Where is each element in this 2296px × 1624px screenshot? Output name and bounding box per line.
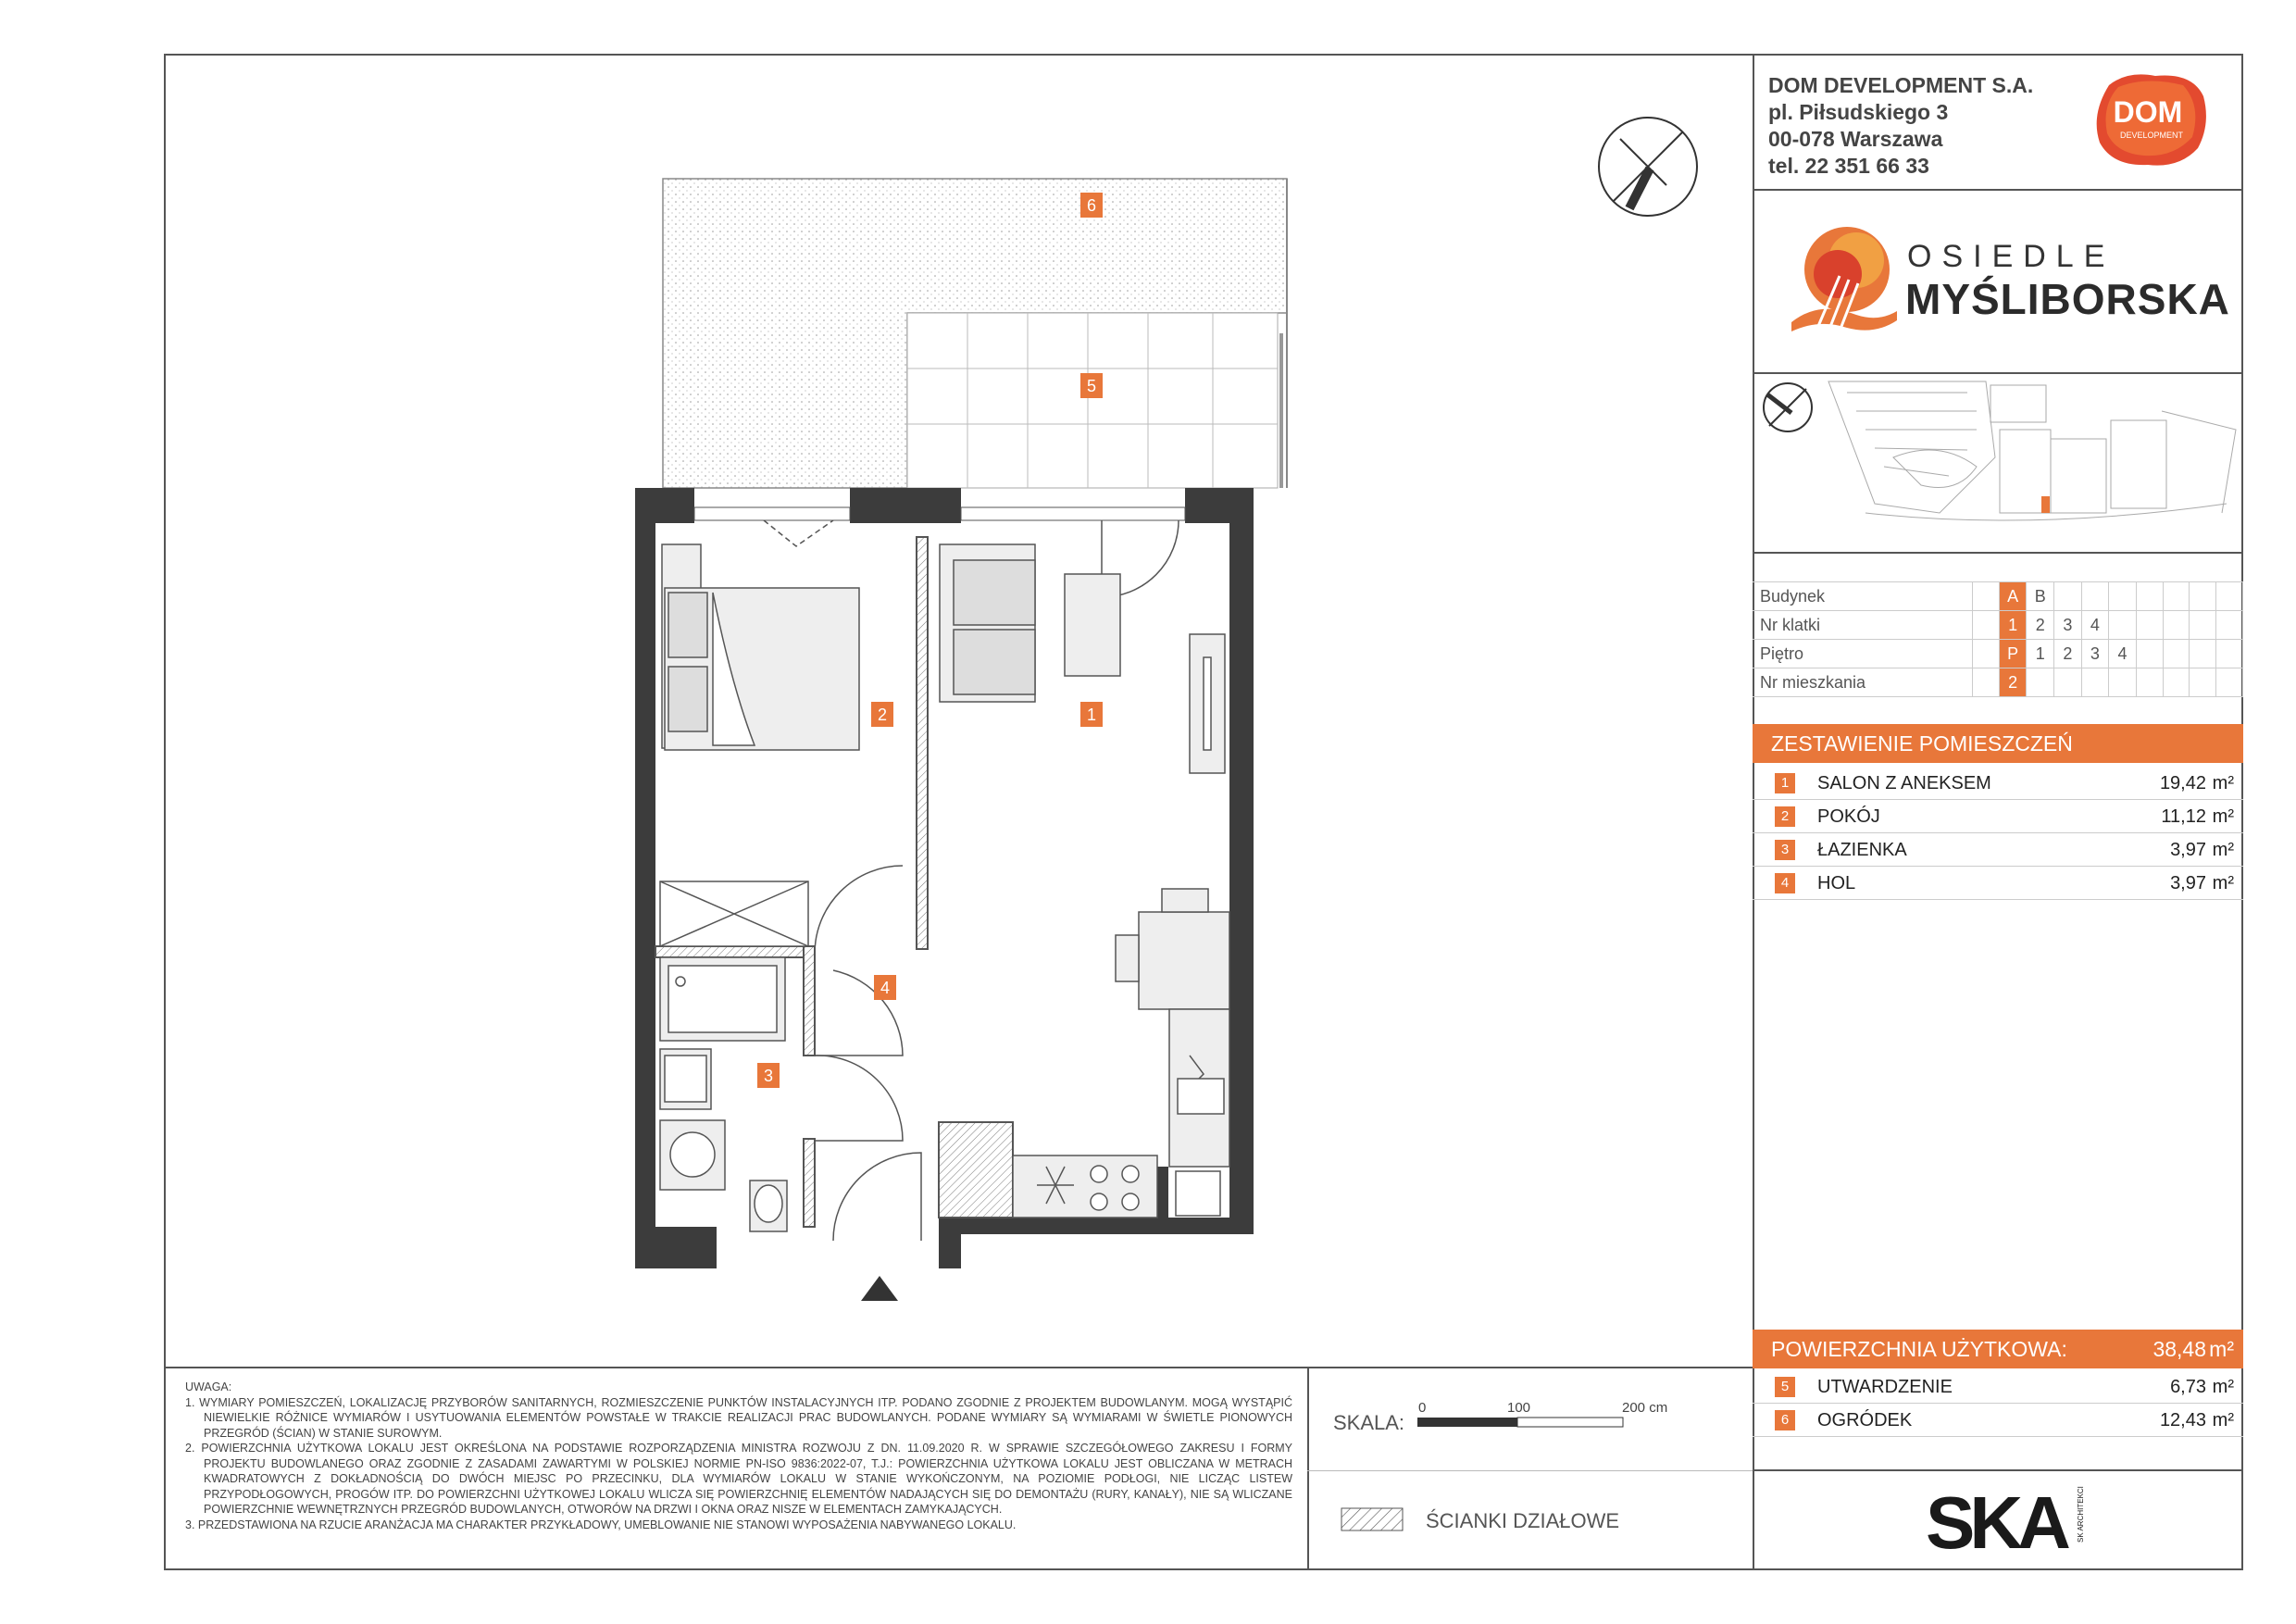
sofa	[940, 544, 1035, 702]
location-cell	[2163, 611, 2190, 640]
location-cell	[2190, 582, 2216, 611]
dom-logo-subtext: DEVELOPMENT	[2119, 131, 2184, 140]
room-row	[1753, 833, 2243, 867]
total-area-unit: m²	[2209, 1337, 2234, 1361]
location-row-label: Piętro	[1753, 640, 1973, 668]
ska-architect-logo	[1926, 1478, 2092, 1561]
room-row	[1753, 800, 2243, 833]
bathroom-fixtures	[660, 957, 787, 1231]
project-name-line1: OSIEDLE	[1907, 239, 2115, 274]
room-area: 6,73	[2170, 1377, 2206, 1397]
location-cell	[2190, 611, 2216, 640]
room-tag-6-text: 6	[1086, 196, 1097, 215]
room-area: 12,43	[2159, 1410, 2206, 1430]
dom-logo-text: DOM	[2113, 95, 2183, 129]
location-cell	[2027, 668, 2054, 697]
coffee-table	[1065, 574, 1120, 676]
location-row	[1753, 582, 2243, 611]
location-cell	[2216, 611, 2243, 640]
room-tag-1	[1080, 702, 1103, 727]
room-area: 3,97	[2170, 840, 2206, 860]
scale-label: SKALA:	[1333, 1411, 1405, 1434]
location-cell: 4	[2109, 640, 2137, 668]
location-cell: 3	[2054, 611, 2082, 640]
scale-tick-100: 100	[1507, 1400, 1531, 1416]
room-unit: m²	[2212, 1377, 2234, 1397]
terrace-area	[907, 313, 1283, 488]
room-tag-1-text: 1	[1086, 706, 1097, 724]
company-name: DOM DEVELOPMENT S.A.	[1768, 73, 2034, 97]
note-2: 2. POWIERZCHNIA UŻYTKOWA LOKALU JEST OKREŚLONA NA PODSTAWIE ROZPORZĄDZENIA MINISTRA ROZWOJU Z DN. 11.09.2020 R. W SPRAWIE SZCZEGÓŁOWEGO ZAKRESU I FORMY PROJEKTU BUDOWLANEGO ORAZ ZGODNIE Z ZASADAMI ZAWARTYMI W POLSKIEJ NORMIE PN-ISO 9836:2022-07, T.J.: POWIERZCHNIA UŻYTKOWA LOKALU JEST OBLICZANA W METRACH KWADRATOWYCH Z DOKŁADNOŚCIĄ DO DWÓCH MIEJSC PO PRZECINKU, DLA WYMIARÓW LOKALU W STANIE WYKOŃCZONYM, NA POZIOMIE PODŁOGI, NIE LICZĄC LISTEW PRZYPODŁOGOWYCH, PROGÓW ITP. DO POWIERZCHNI UŻYTKOWEJ LOKALU WLICZA SIĘ POWIERZCHNIĘ ELEMENTÓW NADAJĄCYCH SIĘ DO DEMONTAŻU (RURY, KANAŁY), NIE SĄ WLICZANE POWIERZCHNIE WEWNĘTRZNYCH PRZEGRÓD BUDOWLANYCH, OTWORÓW NA DRZWI I OKNA ORAZ NISZE W ELEMENTACH ZAMYKAJĄCYCH.	[185, 1442, 1292, 1516]
location-cell	[2163, 640, 2190, 668]
location-cell	[2109, 611, 2137, 640]
room-tag-2	[871, 702, 893, 727]
location-cell	[2190, 668, 2216, 697]
room-unit: m²	[2212, 806, 2234, 827]
room-tag-5	[1080, 373, 1103, 398]
location-cell: B	[2027, 582, 2054, 611]
location-cell: A	[1999, 582, 2027, 611]
company-phone: tel. 22 351 66 33	[1768, 154, 1929, 178]
room-tag-4-text: 4	[880, 979, 891, 997]
room-num: 3	[1775, 840, 1795, 860]
note-3: 3. PRZEDSTAWIONA NA RZUCIE ARANŻACJA MA CHARAKTER PRZYKŁADOWY, UMEBLOWANIE NIE STANOWI WYPOSAŻENIA NABYWANEGO LOKALU.	[185, 1518, 1017, 1531]
location-row	[1753, 611, 2243, 640]
location-spacer	[1973, 668, 2000, 697]
notes	[185, 1380, 1292, 1532]
partition-legend-icon	[1341, 1507, 1405, 1533]
total-area-value: 38,48	[2152, 1337, 2206, 1361]
location-cell	[2163, 668, 2190, 697]
room-area: 11,12	[2161, 806, 2206, 827]
dom-development-logo	[2090, 69, 2211, 170]
room-tag-6	[1080, 193, 1103, 218]
extra-row	[1753, 1370, 2243, 1404]
total-area-bar	[1753, 1330, 2243, 1368]
room-num: 1	[1775, 773, 1795, 793]
company-address	[1768, 72, 2033, 180]
location-cell: P	[1999, 640, 2027, 668]
room-area: 19,42	[2159, 773, 2206, 793]
room-name: UTWARDZENIE	[1817, 1377, 1953, 1397]
ska-logo-sub: SK ARCHITEKCI	[2077, 1486, 2085, 1543]
key-plan	[1754, 374, 2241, 550]
osiedle-sun-logo-icon	[1782, 219, 1903, 348]
location-cell: 3	[2081, 640, 2109, 668]
location-cell	[2216, 668, 2243, 697]
room-row	[1753, 867, 2243, 900]
location-cell: 1	[2027, 640, 2054, 668]
rooms-header: ZESTAWIENIE POMIESZCZEŃ	[1753, 724, 2243, 763]
location-cell	[2054, 668, 2082, 697]
location-cell	[2081, 582, 2109, 611]
location-cell	[2081, 668, 2109, 697]
compass-icon	[1599, 118, 1697, 216]
location-spacer	[1973, 611, 2000, 640]
scale-bar	[1416, 1415, 1625, 1430]
dining-table	[1116, 889, 1229, 1009]
room-num: 6	[1775, 1410, 1795, 1430]
room-tag-5-text: 5	[1086, 377, 1097, 395]
wardrobe	[660, 881, 808, 946]
room-num: 5	[1775, 1377, 1795, 1397]
divider-scale-box	[1307, 1367, 1309, 1570]
location-cell	[2136, 582, 2163, 611]
location-row-label: Nr klatki	[1753, 611, 1973, 640]
room-unit: m²	[2212, 773, 2234, 793]
room-unit: m²	[2212, 840, 2234, 860]
location-cell	[2136, 611, 2163, 640]
location-cell	[2163, 582, 2190, 611]
scale-tick-200: 200 cm	[1622, 1400, 1668, 1416]
note-1: 1. WYMIARY POMIESZCZEŃ, LOKALIZACJĘ PRZYBORÓW SANITARNYCH, ROZMIESZCZENIE PUNKTÓW INSTALACYJNYCH ITP. PODANO ZGODNIE Z PROJEKTEM BUDOWLANYM. MOGĄ WYSTĄPIĆ NIEWIELKIE RÓŻNICE WYMIARÓW I USYTUOWANIA ELEMENTÓW POWSTAŁE W TRAKCIE REALIZACJI PRAC BUDOWLANYCH. PODANE WYMIARY SĄ WYMIARAMI W ŚWIETLE PIONOWYCH PRZEGRÓD (ŚCIAN) W STANIE SUROWYM.	[185, 1395, 1292, 1440]
divider-bottom-strip	[164, 1367, 1753, 1368]
location-cell: 2	[2054, 640, 2082, 668]
divider-keyplan	[1753, 552, 2243, 554]
room-unit: m²	[2212, 1410, 2234, 1430]
company-city: 00-078 Warszawa	[1768, 127, 1943, 151]
location-cell	[2136, 668, 2163, 697]
room-unit: m²	[2212, 873, 2234, 893]
location-cell	[2109, 668, 2137, 697]
extra-row	[1753, 1404, 2243, 1437]
keyplan-apartment-marker	[2041, 496, 2050, 513]
kitchen-counter	[1013, 1009, 1229, 1218]
room-tag-3-text: 3	[763, 1067, 774, 1085]
location-row-label: Budynek	[1753, 582, 1973, 611]
room-name: OGRÓDEK	[1817, 1410, 1913, 1430]
location-cell: 1	[1999, 611, 2027, 640]
location-cell: 2	[1999, 668, 2027, 697]
room-name: SALON Z ANEKSEM	[1817, 773, 1991, 793]
room-tag-3	[757, 1063, 780, 1088]
location-cell	[2136, 640, 2163, 668]
location-cell	[2216, 640, 2243, 668]
bed-furniture	[662, 544, 859, 750]
keyplan-site-drawing	[1828, 381, 2236, 520]
scale-tick-0: 0	[1418, 1400, 1427, 1416]
location-row	[1753, 668, 2243, 697]
divider-company	[1753, 189, 2243, 191]
room-tag-2-text: 2	[877, 706, 888, 724]
divider-scale-legend	[1307, 1470, 1753, 1471]
room-num: 4	[1775, 873, 1795, 893]
room-name: ŁAZIENKA	[1817, 840, 1907, 860]
partition-legend-label: ŚCIANKI DZIAŁOWE	[1426, 1509, 1620, 1532]
total-area-label: POWIERZCHNIA UŻYTKOWA:	[1771, 1337, 2067, 1361]
location-table	[1753, 581, 2243, 697]
room-name: POKÓJ	[1817, 806, 1880, 827]
room-area: 3,97	[2170, 873, 2206, 893]
room-tag-4	[874, 975, 896, 1000]
location-cell: 4	[2081, 611, 2109, 640]
location-row	[1753, 640, 2243, 668]
notes-title: UWAGA:	[185, 1380, 232, 1393]
room-name: HOL	[1817, 873, 1856, 893]
location-cell: 2	[2027, 611, 2054, 640]
location-cell	[2054, 582, 2082, 611]
location-spacer	[1973, 582, 2000, 611]
room-num: 2	[1775, 806, 1795, 827]
floor-plan	[167, 56, 1750, 1365]
company-street: pl. Piłsudskiego 3	[1768, 100, 1949, 124]
location-cell	[2109, 582, 2137, 611]
divider-architect	[1753, 1469, 2243, 1471]
keyplan-compass-icon	[1764, 383, 1812, 431]
entrance-arrow-icon	[861, 1276, 898, 1301]
ska-logo-mark: SKA	[1926, 1481, 2065, 1561]
location-cell	[2216, 582, 2243, 611]
location-cell	[2190, 640, 2216, 668]
room-row	[1753, 767, 2243, 800]
location-row-label: Nr mieszkania	[1753, 668, 1973, 697]
location-spacer	[1973, 640, 2000, 668]
tv-cabinet	[1190, 634, 1225, 773]
project-name-line2: MYŚLIBORSKA	[1905, 275, 2230, 323]
